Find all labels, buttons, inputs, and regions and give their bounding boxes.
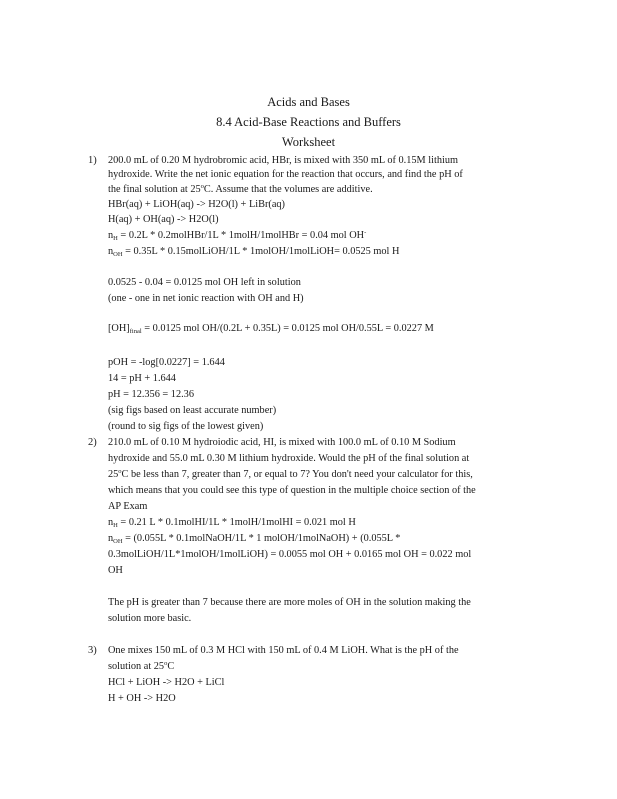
q1-moles-h-sup: - — [364, 229, 367, 236]
q1-moles-h — [108, 229, 366, 243]
q1-text-line-3 — [108, 183, 373, 197]
q2-moles-oh — [108, 532, 400, 546]
q1-sigfig-note-2: (round to sig figs of the lowest given) — [108, 421, 264, 432]
q1-text-line-1: 200.0 mL of 0.20 M hydrobromic acid, HBr, is mixed with 350 mL of 0.15M lithium — [108, 155, 459, 166]
q1-moles-h-calc: = 0.2L * 0.2molHBr/1L * 1molH/1molHBr = 0.04 mol OH — [117, 230, 365, 241]
q2-moles-oh-sub: OH — [113, 538, 123, 545]
page-title: Acids and Bases — [267, 95, 350, 109]
q2-moles-h — [108, 516, 356, 530]
q2-text-line-2: hydroxide and 55.0 mL 0.30 M lithium hydroxide. Would the pH of the final solution at — [108, 453, 470, 464]
q2-moles-oh-calc: = (0.055L * 0.1molNaOH/1L * 1 molOH/1molNaOH) + (0.055L * — [122, 533, 401, 544]
degree-symbol: o — [200, 183, 204, 190]
q1-conc-calc: = 0.0125 mol OH/(0.2L + 0.35L) = 0.0125 mol OH/0.55L = 0.0227 M — [141, 323, 434, 334]
worksheet-label: Worksheet — [281, 135, 336, 149]
q1-poh: pOH = -log[0.0227] = 1.644 — [108, 357, 225, 368]
q2-text-3a: 25 — [108, 469, 119, 480]
q1-text-line-2: hydroxide. Write the net ionic equation for the reaction that occurs, and find the pH of — [108, 169, 463, 180]
degree-symbol: o — [118, 468, 122, 475]
q1-moles-h-sub: H — [113, 235, 118, 242]
q1-sigfig-note-1: (sig figs based on least accurate number) — [108, 405, 277, 416]
q1-molecular-equation: HBr(aq) + LiOH(aq) -> H2O(l) + LiBr(aq) — [108, 199, 285, 210]
q2-moles-oh-cont: 0.3molLiOH/1L*1molOH/1molLiOH) = 0.0055 mol OH + 0.0165 mol OH = 0.022 mol — [108, 549, 472, 560]
q1-ph-result: pH = 12.356 = 12.36 — [108, 389, 194, 400]
q3-text-line-1: One mixes 150 mL of 0.3 M HCl with 150 mL of 0.4 M LiOH. What is the pH of the — [108, 645, 459, 656]
q1-concentration — [108, 322, 434, 336]
q1-moles-oh-sub: OH — [113, 251, 123, 258]
q2-moles-oh-n: n — [108, 533, 114, 544]
q3-text-2a: solution at 25 — [108, 661, 165, 672]
q1-ph-relation: 14 = pH + 1.644 — [108, 373, 176, 384]
question-3-number: 3) — [88, 645, 97, 656]
q2-text-line-3 — [108, 468, 473, 482]
q1-note: (one - one in net ionic reaction with OH and H) — [108, 293, 304, 304]
q2-text-line-1: 210.0 mL of 0.10 M hydroiodic acid, HI, is mixed with 100.0 mL of 0.10 M Sodium — [108, 437, 456, 448]
q2-answer-line-1: The pH is greater than 7 because there are more moles of OH in the solution making the — [108, 597, 471, 608]
q3-net-ionic-equation: H + OH -> H2O — [108, 693, 176, 704]
degree-symbol: o — [164, 660, 168, 667]
question-2-number: 2) — [88, 437, 97, 448]
q2-text-line-5: AP Exam — [108, 501, 148, 512]
q1-text-3a: the final solution at 25 — [108, 184, 201, 195]
q1-text-3b: C. Assume that the volumes are additive. — [203, 184, 373, 195]
q3-text-2b: C — [167, 661, 175, 672]
q2-answer-line-2: solution more basic. — [108, 613, 192, 624]
q1-conc-sub: final — [129, 328, 142, 335]
q2-moles-oh-unit: OH — [108, 565, 123, 576]
q2-text-3b: C be less than 7, greater than 7, or equal to 7? You don't need your calculator for this, — [121, 469, 473, 480]
q1-conc-label: [OH] — [108, 323, 130, 334]
q1-moles-oh-calc: = 0.35L * 0.15molLiOH/1L * 1molOH/1molLiOH= 0.0525 mol H — [122, 246, 400, 257]
q1-moles-oh — [108, 245, 399, 259]
q2-moles-h-sub: H — [113, 522, 118, 529]
q1-moles-h-n: n — [108, 230, 114, 241]
q3-text-line-2 — [108, 660, 174, 674]
q2-moles-h-n: n — [108, 517, 114, 528]
q1-moles-oh-n: n — [108, 246, 114, 257]
question-1-number: 1) — [88, 155, 97, 166]
q2-moles-h-calc: = 0.21 L * 0.1molHI/1L * 1molH/1molHI = 0.021 mol H — [117, 517, 356, 528]
q3-molecular-equation: HCl + LiOH -> H2O + LiCl — [108, 677, 225, 688]
q2-text-line-4: which means that you could see this type of question in the multiple choice section of the — [108, 485, 476, 496]
q1-net-ionic-equation: H(aq) + OH(aq) -> H2O(l) — [108, 214, 219, 225]
section-title: 8.4 Acid-Base Reactions and Buffers — [216, 115, 401, 129]
q1-excess-oh: 0.0525 - 0.04 = 0.0125 mol OH left in solution — [108, 277, 301, 288]
